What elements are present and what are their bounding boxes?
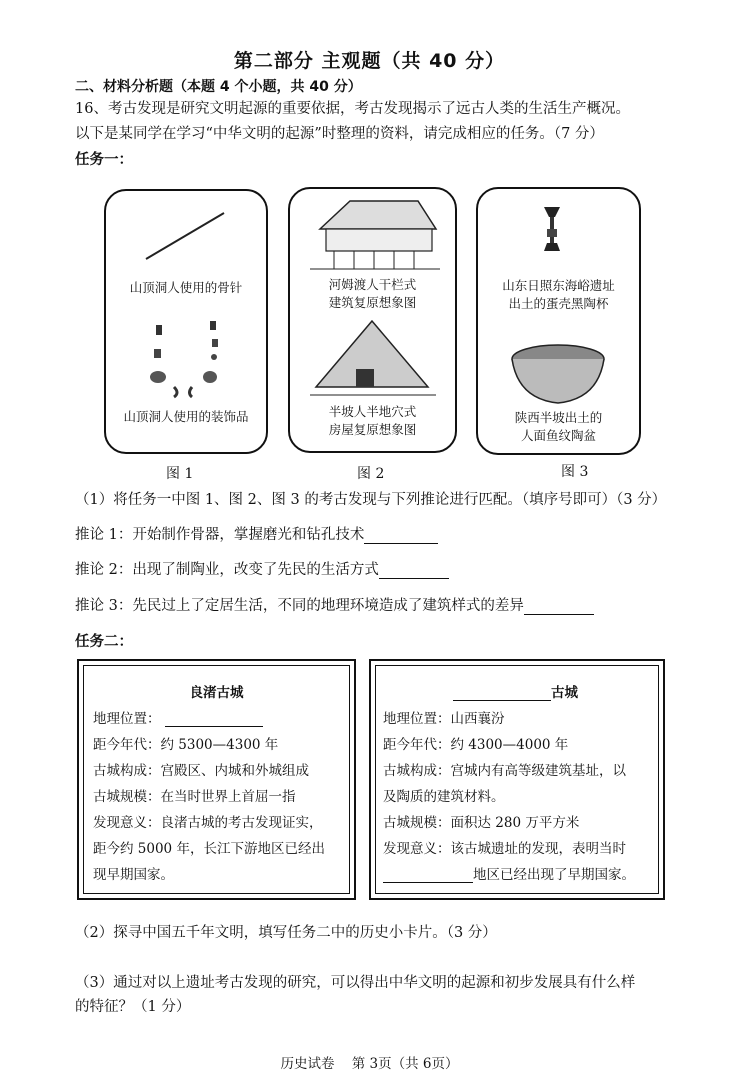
location-key: 地理位置： (383, 711, 451, 727)
scale-value: 在当时世界上首屈一指 (160, 789, 296, 805)
figure-1-label: 图 1 (166, 466, 194, 482)
shanxi-location (383, 707, 505, 727)
inference-2-text: 推论 2：出现了制陶业，改变了先民的生活方式 (75, 562, 379, 578)
city-title-text: 古城 (551, 685, 578, 701)
liangzhu-significance-line2: 距今约 5000 年，长江下游地区已经出 (93, 841, 325, 857)
shanxi-ancient-city-card (369, 659, 665, 900)
liangzhu-card (77, 659, 356, 900)
q1-inference-3 (75, 594, 594, 615)
figure-card-2 (288, 187, 457, 453)
figure-card-1 (104, 189, 268, 454)
question-16-line2: 以下是某同学在学习“中华文明的起源”时整理的资料，请完成相应的任务。（7 分） (75, 126, 604, 142)
shanxi-composition (383, 759, 626, 779)
section-heading: 二、材料分析题（本题 4 个小题，共 40 分） (75, 79, 362, 95)
shanxi-significance-line2 (383, 863, 635, 883)
significance-value: 良渚古城的考古发现证实， (160, 815, 323, 831)
inference-3-text: 推论 3：先民过上了定居生活，不同的地理环境造成了建筑样式的差异 (75, 598, 524, 614)
liangzhu-title: 良渚古城 (189, 685, 244, 701)
liangzhu-composition (93, 759, 309, 779)
composition-key: 古城构成： (383, 763, 451, 779)
composition-value: 宫殿区、内城和外城组成 (160, 763, 309, 779)
date-value: 约 5300—4300 年 (160, 737, 279, 753)
liangzhu-location (93, 707, 263, 727)
significance-key: 发现意义： (93, 815, 161, 831)
fig2-caption-pit-2: 房屋复原想象图 (328, 422, 417, 437)
composition-value: 宫城内有高等级建筑基址，以 (450, 763, 626, 779)
fig3-caption-basin-2: 人面鱼纹陶盆 (520, 428, 596, 443)
location-blank[interactable] (165, 712, 263, 727)
fig2-caption-stilt-1: 河姆渡人干栏式 (328, 277, 417, 292)
location-key: 地理位置： (93, 711, 161, 727)
task1-label: 任务一： (75, 152, 133, 168)
liangzhu-significance (93, 811, 323, 831)
answer-blank-1[interactable] (364, 529, 438, 544)
q1-inference-2 (75, 558, 449, 579)
location-value: 山西襄汾 (450, 711, 505, 727)
q3-prompt-line2: 的特征？（1 分） (75, 999, 191, 1015)
page-title: 第二部分 主观题（共 40 分） (233, 50, 506, 72)
inference-1-text: 推论 1：开始制作骨器，掌握磨光和钻孔技术 (75, 527, 365, 543)
city-name-blank[interactable] (453, 686, 551, 701)
shanxi-date (383, 733, 568, 753)
composition-key: 古城构成： (93, 763, 161, 779)
answer-blank-2[interactable] (379, 564, 449, 579)
fig1-caption-needle: 山顶洞人使用的骨针 (129, 280, 243, 295)
shanxi-title (453, 681, 578, 701)
scale-key: 古城规模： (383, 815, 451, 831)
date-key: 距今年代： (93, 737, 161, 753)
answer-blank-3[interactable] (524, 600, 594, 615)
fig2-caption-pit-1: 半坡人半地穴式 (328, 404, 417, 419)
shanxi-composition-line2: 及陶质的建筑材料。 (383, 789, 505, 805)
region-blank[interactable] (383, 868, 473, 883)
date-value: 约 4300—4000 年 (450, 737, 569, 753)
figure-card-3 (476, 187, 641, 455)
q1-inference-1 (75, 523, 438, 544)
fig3-caption-cup-2: 出土的蛋壳黑陶杯 (508, 296, 609, 311)
liangzhu-scale (93, 785, 296, 805)
q1-prompt: （1）将任务一中图 1、图 2、图 3 的考古发现与下列推论进行匹配。（填序号即可）（3 分） (75, 492, 667, 508)
scale-value: 面积达 280 万平方米 (450, 815, 580, 831)
shanxi-scale (383, 811, 579, 831)
liangzhu-date (93, 733, 278, 753)
q2-prompt: （2）探寻中国五千年文明，填写任务二中的历史小卡片。（3 分） (75, 925, 497, 941)
significance-key: 发现意义： (383, 841, 451, 857)
shanxi-significance (383, 837, 626, 857)
fig2-caption-stilt-2: 建筑复原想象图 (328, 295, 417, 310)
liangzhu-significance-line3: 现早期国家。 (93, 867, 174, 883)
figure-2-label: 图 2 (357, 466, 385, 482)
task2-label: 任务二： (75, 634, 133, 650)
fig3-caption-basin-1: 陕西半坡出土的 (514, 410, 603, 425)
question-16-line1: 16、考古发现是研究文明起源的重要依据，考古发现揭示了远古人类的生活生产概况。 (75, 101, 630, 117)
fig1-caption-ornaments: 山顶洞人使用的装饰品 (123, 409, 249, 424)
page-footer: 历史试卷 第 3页（共 6页） (280, 1056, 459, 1072)
fig3-caption-cup-1: 山东日照东海峪遗址 (502, 278, 615, 293)
figure-3-label: 图 3 (561, 464, 589, 480)
scale-key: 古城规模： (93, 789, 161, 805)
significance-value: 该古城遗址的发现，表明当时 (450, 841, 626, 857)
significance-line2-text: 地区已经出现了早期国家。 (473, 867, 635, 883)
q3-prompt-line1: （3）通过对以上遗址考古发现的研究，可以得出中华文明的起源和初步发展具有什么样 (75, 975, 636, 991)
date-key: 距今年代： (383, 737, 451, 753)
